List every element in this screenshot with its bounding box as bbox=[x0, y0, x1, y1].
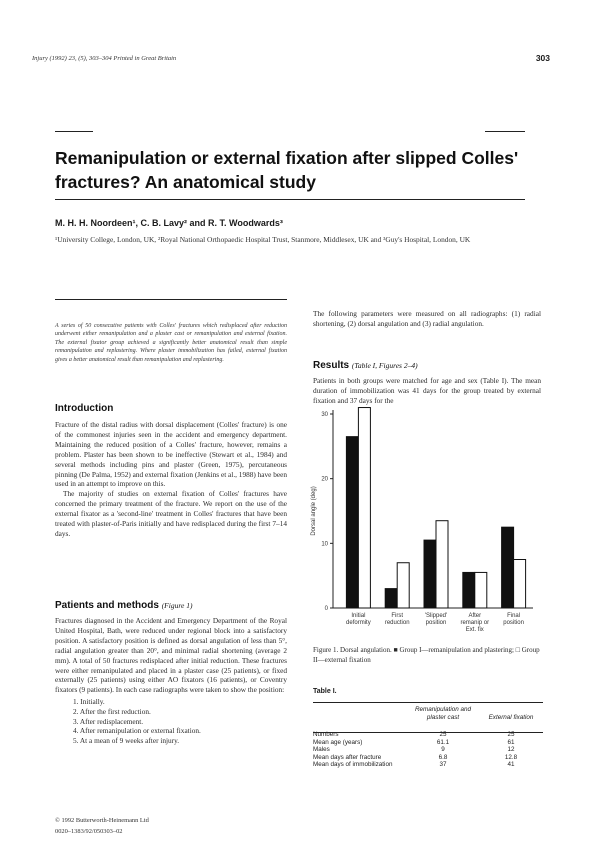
bar-group-i bbox=[346, 437, 358, 608]
x-category-label: After remanip or Ext. fix bbox=[460, 613, 490, 633]
list-item: 5. At a mean of 9 weeks after injury. bbox=[73, 736, 180, 746]
methods-figure-ref[interactable]: (Figure 1) bbox=[161, 601, 193, 610]
table-row bbox=[313, 754, 543, 762]
results-heading bbox=[313, 360, 541, 371]
table-title: Table I. bbox=[313, 688, 337, 695]
bar-group-i bbox=[463, 572, 475, 608]
radiograph-list bbox=[61, 697, 287, 746]
bar-group-i bbox=[502, 527, 514, 608]
y-tick-label: 20 bbox=[321, 476, 328, 483]
title-rule-left bbox=[55, 131, 93, 132]
methods-section bbox=[55, 600, 287, 746]
x-category-label: 'Slipped' position bbox=[424, 613, 448, 626]
table-row bbox=[313, 761, 543, 769]
table-header-row bbox=[313, 706, 543, 721]
author-list: M. H. H. Noordeen¹, C. B. Lavy² and R. T. Woodwards³ bbox=[55, 218, 283, 228]
y-axis-label: Dorsal angle (deg) bbox=[311, 486, 317, 536]
bar-group-i bbox=[424, 540, 436, 608]
y-tick-label: 30 bbox=[321, 412, 328, 418]
x-category-label: First reduction bbox=[384, 613, 410, 626]
bar-group-ii bbox=[436, 521, 448, 608]
table-cell: 37 bbox=[439, 761, 447, 769]
title-underline bbox=[55, 199, 525, 200]
table-cell: 9 bbox=[441, 746, 445, 754]
copyright-line: © 1992 Butterworth-Heinemann Ltd bbox=[55, 817, 149, 824]
list-item: 1. Initially. bbox=[73, 697, 105, 707]
table-header-rule bbox=[313, 732, 543, 733]
bar-group-ii bbox=[514, 560, 526, 609]
article-title: Remanipulation or external fixation after slipped Colles' fractures? An anatomical study bbox=[55, 148, 519, 192]
results-section bbox=[313, 360, 541, 406]
affiliations: ¹University College, London, UK, ²Royal National Orthopaedic Hospital Trust, Stanmore, Middlesex, UK and ³Guy's Hospital, London, UK bbox=[55, 235, 471, 244]
issn-code: 0020–1383/92/050303–02 bbox=[55, 828, 123, 835]
page-number: 303 bbox=[535, 53, 550, 63]
bar-group-ii bbox=[397, 563, 409, 608]
table-cell: 25 bbox=[439, 731, 447, 738]
table-cell: 6.8 bbox=[438, 753, 448, 761]
table-cell: Mean age (years) bbox=[313, 738, 363, 746]
introduction-paragraph-2: The majority of studies on external fixation of Colles' fractures have concerned the primary treatment of the fracture. We report on the use of the external fixator as a 'second-line' treatment in Colles' fractures that have been treated with plaster-of-Paris initially and have redisplaced during the first 7–14 days. bbox=[55, 489, 287, 538]
introduction-body bbox=[55, 420, 287, 539]
abstract-rule bbox=[55, 299, 287, 300]
list-item: 3. After redisplacement. bbox=[73, 716, 144, 726]
journal-citation: Injury (1992) 23, (5), 303–304 Printed in Great Britain bbox=[32, 55, 177, 62]
title-rule-right bbox=[485, 131, 525, 132]
methods-heading bbox=[55, 600, 287, 611]
table-top-rule bbox=[313, 702, 543, 703]
table-row bbox=[313, 721, 543, 739]
table-cell: 61.1 bbox=[436, 738, 450, 746]
dorsal-angulation-chart bbox=[305, 402, 545, 642]
results-table-ref[interactable]: (Table I, Figures 2–4) bbox=[351, 361, 418, 370]
table-cell: 41 bbox=[507, 761, 515, 769]
x-category-label: Initial deformity bbox=[346, 613, 371, 626]
table-cell: 61 bbox=[507, 738, 515, 746]
table-cell: Numbers bbox=[313, 731, 339, 738]
table-cell: Males bbox=[313, 746, 330, 754]
introduction-heading: Introduction bbox=[55, 403, 114, 414]
table-cell: Mean days of immobilization bbox=[313, 761, 393, 769]
introduction-paragraph-1: Fracture of the distal radius with dorsal displacement (Colles' fracture) is one of the commonest injuries seen in the accident and emergency department. Maintaining the reduced position of a Colles' fracture, however, remains a problem. Plaster has been shown to be ineffective (Stewart et al., 1984) and several methods including pins and plaster (Green, 1975), percutaneous pinning (De Palma, 1952) and external fixation (Jenkins et al., 1988) have been used in an attempt to improve on this. bbox=[55, 420, 288, 489]
y-tick-label: 0 bbox=[324, 606, 328, 612]
abstract: A series of 50 consecutive patients with Colles' fractures which redisplaced after reduction underwent either remanipulation and a plaster cast or remanipulation and external fixation. The external fixator group achieved a significantly better anatomical result than simple remanipulation and replastering. Where plaster immobilization has failed, external fixation gives a better anatomical result than remanipulation and replastering. bbox=[55, 323, 287, 363]
table-i bbox=[313, 706, 543, 769]
bar-group-ii bbox=[475, 572, 487, 608]
methods-paragraph: Fractures diagnosed in the Accident and Emergency Department of the Royal United Hospital, Bath, were reduced under regional block into a satisfactory position. A satisfactory position is defined as dorsal angulation of less than 5°, radial angulation greater than 20°, and minimal radial shortening (average 2 mm). A total of 50 fractures redisplaced after initial reduction. These fractures were either remanipulated and placed in a plaster case (25 patients), or fixed externally (25 patients) using either AO fixators (16 patients), or Coventry fixators (9 patients). In each case radiographs were taken to show the position: bbox=[55, 616, 287, 695]
table-header-cell: Remanipulation and plaster cast bbox=[414, 706, 471, 721]
results-paragraph: Patients in both groups were matched for age and sex (Table I). The mean duration of immobilization was 41 days for the group treated by external fixation and 37 days for the bbox=[313, 376, 541, 405]
table-cell: 25 bbox=[507, 731, 515, 738]
table-cell: 12 bbox=[507, 746, 515, 754]
table-row bbox=[313, 746, 543, 754]
bar-group-ii bbox=[358, 408, 370, 608]
list-item: 4. After remanipulation or external fixation. bbox=[73, 726, 201, 736]
table-header-cell bbox=[313, 706, 407, 721]
figure-caption: Figure 1. Dorsal angulation. ■ Group I—remanipulation and plastering; □ Group II—external fixation bbox=[313, 646, 540, 664]
table-header-cell: External fixation bbox=[488, 713, 534, 721]
introduction-section bbox=[55, 403, 287, 539]
list-item: 2. After the first reduction. bbox=[73, 706, 151, 716]
methods-heading-text: Patients and methods bbox=[55, 600, 159, 611]
table-cell: Mean days after fracture bbox=[313, 753, 382, 761]
table-row bbox=[313, 739, 543, 747]
y-tick-label: 10 bbox=[321, 541, 328, 548]
bar-group-i bbox=[385, 589, 397, 608]
parameters-paragraph: The following parameters were measured on all radiographs: (1) radial shortening, (2) dorsal angulation and (3) radial angulation. bbox=[313, 309, 541, 328]
results-heading-text: Results bbox=[313, 360, 350, 371]
table-cell: 12.8 bbox=[504, 753, 518, 761]
x-category-label: Final position bbox=[503, 613, 524, 626]
